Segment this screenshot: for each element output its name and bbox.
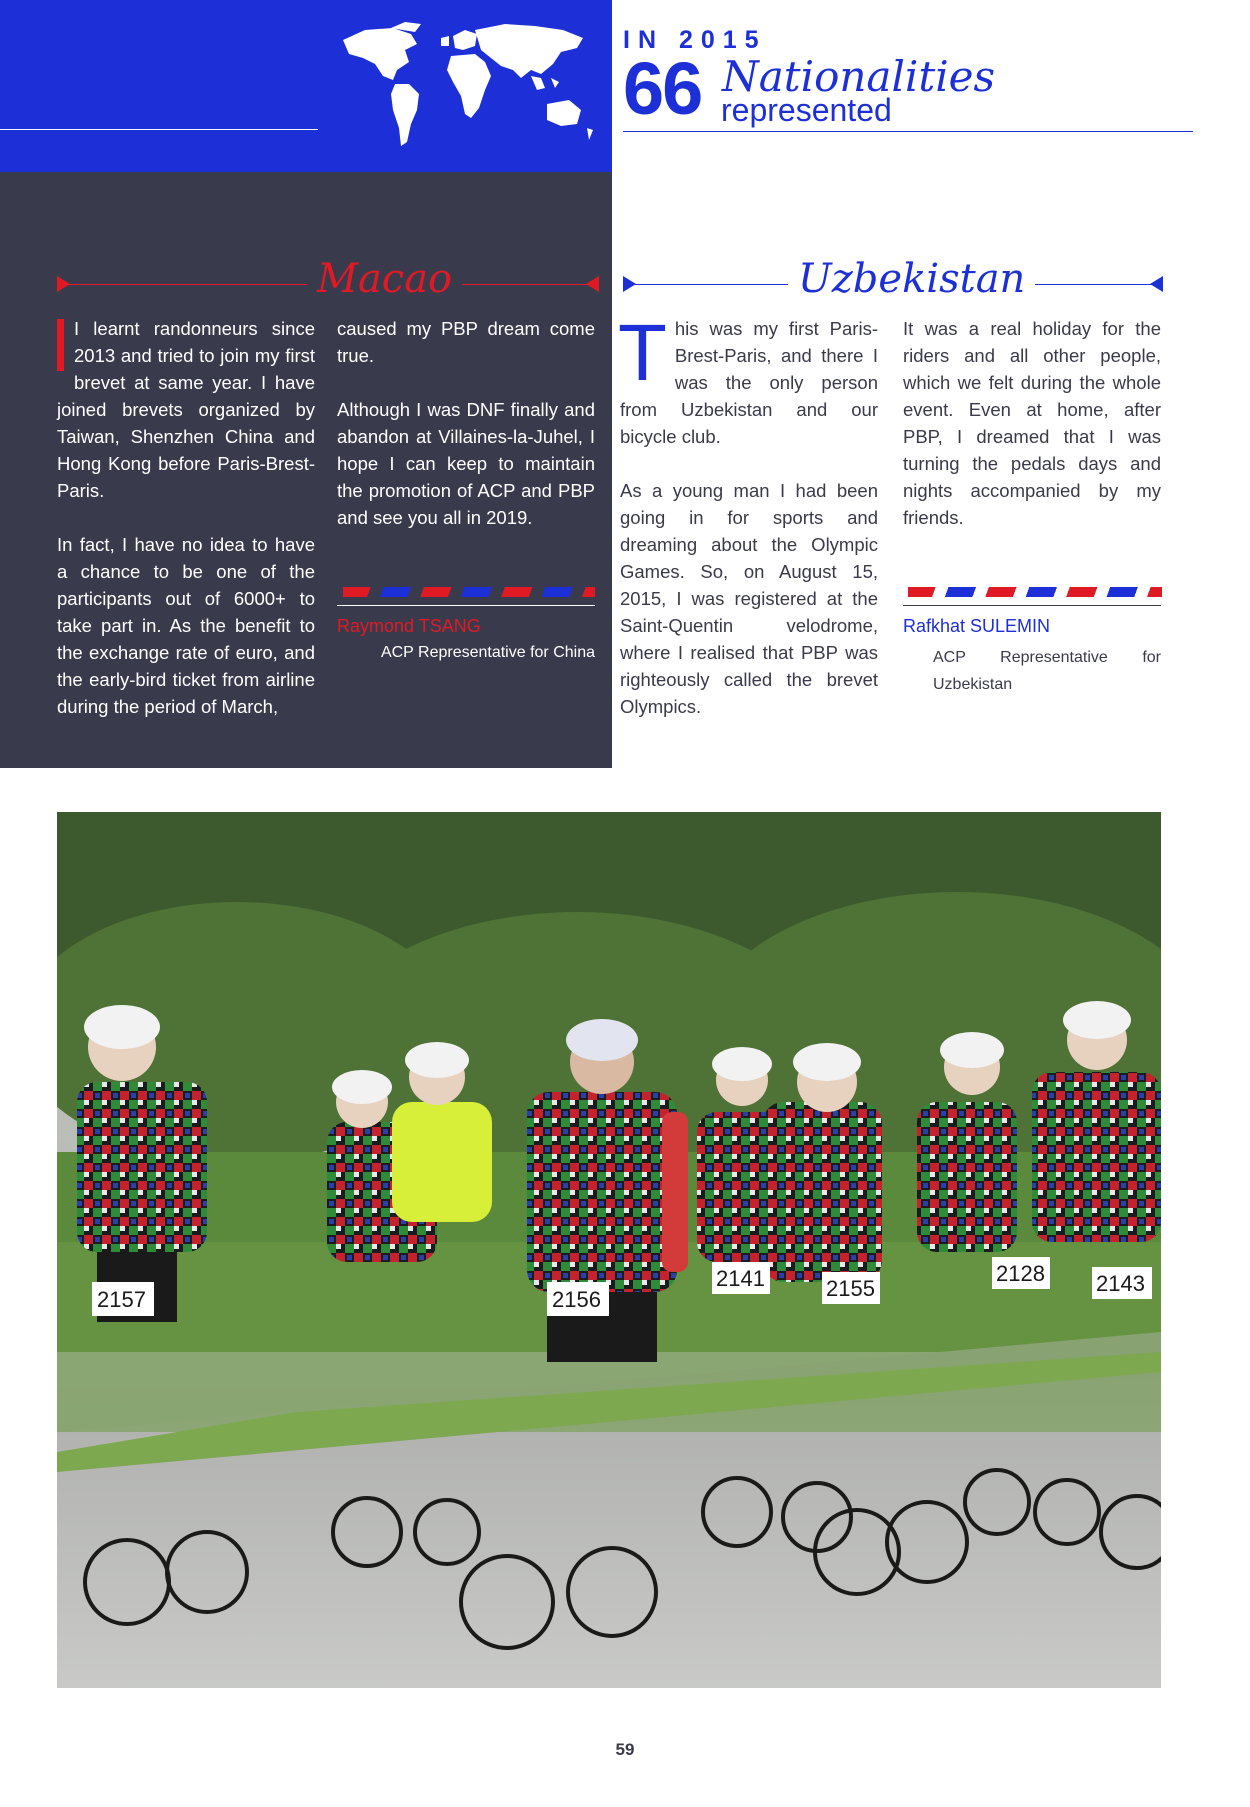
airmail-stripe <box>908 587 1162 597</box>
macao-paragraph: I learnt randonneurs since 2013 and tried to join my first brevet at same year. I have joined brevets organized by Taiwan, Shenzhen China and Hong Kong before Paris-Brest-Paris. <box>57 318 315 501</box>
arrow-left-icon <box>1150 276 1163 292</box>
signature-rule <box>903 605 1161 606</box>
bib-number: 2157 <box>97 1287 146 1312</box>
macao-author-role: ACP Representative for China <box>380 644 595 661</box>
signature-rule <box>337 605 595 606</box>
bib-number: 2156 <box>552 1287 601 1312</box>
header-stat <box>623 22 1193 132</box>
header-blue-rule <box>623 131 1193 132</box>
page-number: 59 <box>615 1740 635 1759</box>
macao-column-1 <box>57 315 315 747</box>
dropcap-bar <box>57 319 64 371</box>
uzbekistan-author-role: ACP Representative for Uzbekistan <box>933 649 1161 693</box>
bib-number: 2155 <box>826 1276 875 1301</box>
arrow-left-icon <box>586 276 599 292</box>
uzbekistan-section-header <box>623 256 1163 302</box>
cyclists-photo <box>57 812 1161 1688</box>
macao-paragraph: Although I was DNF finally and abandon at Villaines-la-Juhel, I hope I can keep to maintain the promotion of ACP and PBP and see you all in 2019. <box>337 399 595 528</box>
dropcap-letter: T <box>618 308 667 397</box>
world-map-icon <box>335 18 605 158</box>
macao-column-2 <box>337 315 595 558</box>
header-nationalities: Nationalities <box>722 52 996 101</box>
macao-paragraph: In fact, I have no idea to have a chance to be one of the participants out of 6000+ to take part in. As the benefit to the exchange rate of euro, and the early-bird ticket from airline during the period of March, <box>57 534 315 717</box>
header-year: IN 2015 <box>623 26 767 54</box>
uzbekistan-title: Uzbekistan <box>788 256 1035 302</box>
bib-number: 2128 <box>996 1261 1045 1286</box>
header-white-rule <box>0 129 318 130</box>
uzbekistan-author: Rafkhat SULEMIN <box>903 616 1051 636</box>
bib-number: 2141 <box>716 1266 765 1291</box>
bib-number: 2143 <box>1096 1271 1145 1296</box>
airmail-stripe <box>343 587 595 597</box>
uzbekistan-column-2 <box>903 315 1161 558</box>
macao-author: Raymond TSANG <box>337 616 481 636</box>
macao-section-header <box>57 256 599 302</box>
uzbekistan-paragraph: This was my first Paris-Brest-Paris, and there I was the only person from Uzbekistan and our bicycle club. <box>618 308 878 447</box>
header-represented: represented <box>721 92 892 128</box>
arrow-right-icon <box>57 276 70 292</box>
uzbekistan-paragraph: It was a real holiday for the riders and all other people, which we felt during the whole event. Even at home, after PBP, I dreamed that I was turning the pedals days and nights accompanied by my friends. <box>903 318 1161 528</box>
header-number: 66 <box>623 47 702 130</box>
macao-title: Macao <box>307 256 462 302</box>
arrow-right-icon <box>623 276 636 292</box>
uzbekistan-paragraph: As a young man I had been going in for sports and dreaming about the Olympic Games. So, on August 15, 2015, I was registered at the Saint-Quentin velodrome, where I realised that PBP was righteously called the brevet Olympics. <box>620 480 878 717</box>
macao-paragraph: caused my PBP dream come true. <box>337 318 595 366</box>
uzbekistan-column-1 <box>618 308 878 747</box>
